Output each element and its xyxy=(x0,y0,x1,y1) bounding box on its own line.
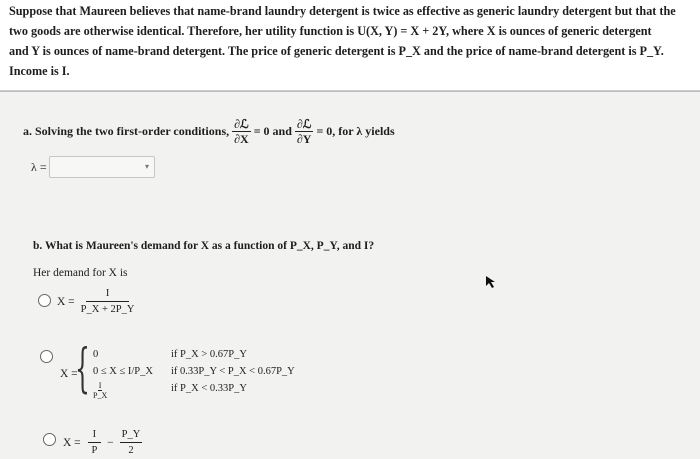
option-2-lhs: X = xyxy=(60,368,78,380)
option-1-radio[interactable] xyxy=(38,294,51,307)
option-1-formula xyxy=(57,287,137,316)
part-a-suffix: = 0, for λ yields xyxy=(316,124,395,138)
part-a-prefix: a. Solving the two first-order conditions, xyxy=(23,124,230,138)
option-3-term2 xyxy=(120,428,143,457)
option-3-formula xyxy=(63,428,145,457)
part-b-subtext: Her demand for X is xyxy=(33,267,128,279)
part-a-middle: = 0 and xyxy=(253,124,292,138)
option-3-term1 xyxy=(88,428,102,457)
option-2-case2-condition: if 0.33P_Y < P_X < 0.67P_Y xyxy=(171,366,295,377)
curly-brace-icon: { xyxy=(75,339,90,399)
partial-y-fraction xyxy=(295,118,314,145)
option-3-t2-num: P_Y xyxy=(120,428,143,443)
option-1-lhs: X = xyxy=(57,295,75,308)
option-1-num: I xyxy=(86,287,130,302)
option-3-t1-num: I xyxy=(88,428,102,443)
option-2-case3-fraction xyxy=(93,381,107,400)
option-2-case3-den: P_X xyxy=(93,391,108,400)
option-2-case1-condition: if P_X > 0.67P_Y xyxy=(171,349,247,360)
intro-line-3: and Y is ounces of name-brand detergent. The price of generic detergent is P_X and the price of name-brand detergent is P_Y. xyxy=(9,44,664,58)
lambda-answer-dropdown[interactable] xyxy=(49,156,155,178)
lambda-label: λ = xyxy=(31,160,47,174)
option-3-t2-den: 2 xyxy=(128,445,134,456)
part-b-question: b. What is Maureen's demand for X as a function of P_X, P_Y, and I? xyxy=(33,240,375,252)
option-2-case2-value: 0 ≤ X ≤ I/P_X xyxy=(93,366,153,377)
option-3-t1-den: P xyxy=(91,445,98,456)
frac2-num: ∂ℒ xyxy=(296,117,312,131)
frac1-num: ∂ℒ xyxy=(234,117,249,131)
option-3-lhs: X = xyxy=(63,436,81,449)
option-1-fraction xyxy=(81,287,135,316)
option-2-case3-num: I xyxy=(98,381,102,390)
frac2-den: ∂Y xyxy=(296,132,312,146)
partial-x-fraction xyxy=(232,118,251,145)
part-a-question xyxy=(23,118,395,145)
intro-line-4: Income is I. xyxy=(9,64,70,78)
mouse-cursor-icon xyxy=(486,276,496,288)
option-2-radio[interactable] xyxy=(40,350,53,363)
caret-down-icon: ▾ xyxy=(144,162,149,171)
option-1-den: P_X + 2P_Y xyxy=(80,304,135,315)
option-2-case3-condition: if P_X < 0.33P_Y xyxy=(171,383,247,394)
option-3-radio[interactable] xyxy=(43,433,56,446)
option-3-minus: − xyxy=(107,436,114,449)
option-2-case1-value: 0 xyxy=(93,349,99,360)
intro-line-2: two goods are otherwise identical. Therefore, her utility function is U(X, Y) = X + 2Y, where X is ounces of generic detergent xyxy=(9,24,652,38)
problem-statement xyxy=(0,0,700,91)
frac1-den: ∂X xyxy=(234,132,249,146)
intro-line-1: Suppose that Maureen believes that name-brand laundry detergent is twice as effective as generic laundry detergent but that the xyxy=(9,4,676,18)
divider xyxy=(0,91,700,92)
